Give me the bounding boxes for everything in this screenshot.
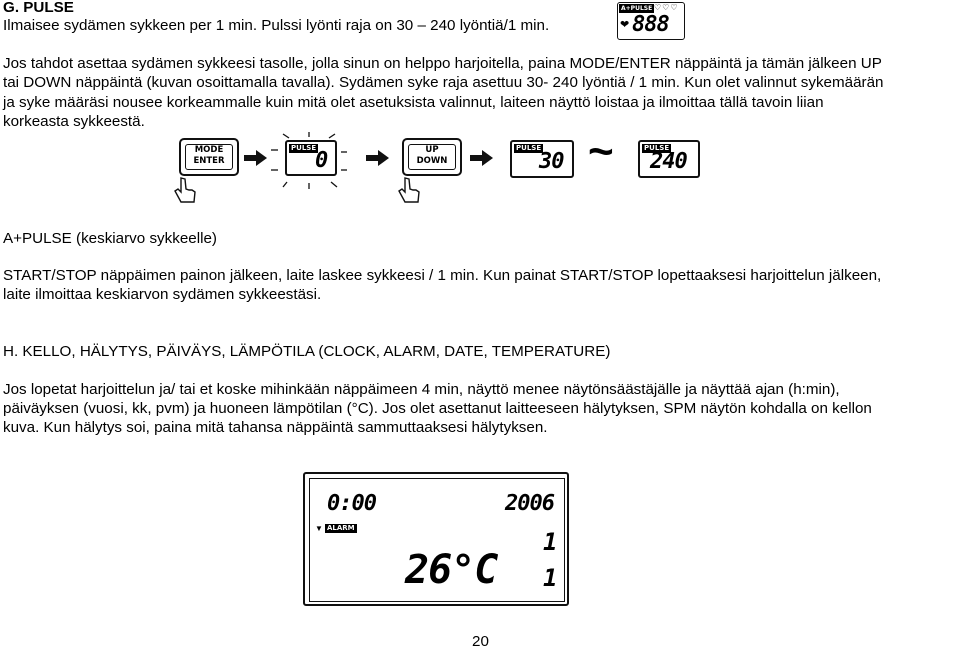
mode-label: MODE (194, 145, 224, 155)
apulse-tag: A+PULSE (621, 5, 653, 12)
pulse-value-min: 30 (539, 149, 564, 174)
enter-label: ENTER (193, 156, 225, 166)
section-g-para1-line4: korkeasta sykkeestä. (3, 113, 145, 130)
alarm-tag: ALARM (327, 524, 355, 532)
pulse-30-display (510, 140, 574, 178)
section-h-para-line1: Jos lopetat harjoittelun ja/ tai et koske mihinkään näppäimeen 4 min, näyttö menee näytönsäästäjälle ja näyttää ajan (h:min), (3, 381, 840, 398)
section-g-para1-line3: ja syke määräsi nousee korkeammalle kuin mitä olet asetuksista valinnut, laiteen näyttö loistaa ja ilmoittaa tällä tavoin liian (3, 94, 824, 111)
apulse-heading: A+PULSE (keskiarvo sykkeelle) (3, 230, 217, 247)
clock-day: 1 (543, 564, 557, 592)
section-g-intro: Ilmaisee sydämen sykkeen per 1 min. Pulssi lyönti raja on 30 – 240 lyöntiä/1 min. (3, 17, 550, 34)
section-g-para2-line2: laite ilmoittaa keskiarvon sydämen sykkeestäsi. (3, 286, 322, 303)
page-number: 20 (472, 633, 489, 650)
section-h-para-line3: kuva. Kun hälytys soi, paina mitä tahansa näppäintä sammuttaaksesi hälytyksen. (3, 419, 548, 436)
section-h-heading: H. KELLO, HÄLYTYS, PÄIVÄYS, LÄMPÖTILA (CLOCK, ALARM, DATE, TEMPERATURE) (3, 343, 611, 360)
pulse-tag-1: PULSE (291, 144, 317, 152)
mode-enter-button-illustration (179, 138, 239, 176)
pointing-hand-icon (172, 176, 198, 206)
pulse-value-zero: 0 (315, 148, 328, 173)
pulse-tag-3: PULSE (644, 144, 670, 152)
clock-temperature: 26°C (405, 547, 498, 593)
right-arrow-icon (366, 150, 390, 166)
range-tilde: ~ (588, 127, 614, 176)
clock-year: 2006 (505, 491, 554, 516)
section-g-para2-line1: START/STOP näppäimen painon jälkeen, laite laskee sykkeesi / 1 min. Kun painat START/STOP lopettaaksesi harjoittelun jälkeen, (3, 267, 882, 284)
pulse-value-max: 240 (650, 149, 687, 174)
pulse-zero-display (285, 140, 337, 176)
section-g-heading: G. PULSE (3, 0, 74, 16)
down-label: DOWN (416, 156, 448, 166)
right-arrow-icon (470, 150, 494, 166)
clock-time: 0:00 (327, 491, 376, 516)
pulse-240-display (638, 140, 700, 178)
pointing-hand-icon (396, 176, 422, 206)
bell-icon: ▼ (315, 524, 323, 533)
clock-month: 1 (543, 528, 557, 556)
section-g-para1-line1: Jos tahdot asettaa sydämen sykkeesi tasolle, jolla sinun on helppo harjoitella, paina MODE/ENTER näppäintä ja tämän jälkeen UP (3, 55, 882, 72)
right-arrow-icon (244, 150, 268, 166)
section-g-para1-line2: tai DOWN näppäintä (kuvan osoittamalla tavalla). Sydämen syke raja asettuu 30- 240 lyöntiä / 1 min. Kun olet valinnut sykemäärän (3, 74, 884, 91)
pulse-tag-2: PULSE (516, 144, 542, 152)
top-heart-icons: ♡♡♡ (654, 3, 679, 12)
heart-icon: ❤ (620, 19, 630, 31)
section-h-para-line2: päiväyksen (vuosi, kk, pvm) ja huoneen lämpötilan (°C). Jos olet asettanut laitteeseen hälytyksen, SPM näytön kohdalla on kellon (3, 400, 872, 417)
up-down-button-illustration (402, 138, 462, 176)
top-pulse-display (617, 2, 685, 40)
top-display-digits: 888 (632, 12, 669, 37)
clock-display (303, 472, 569, 606)
up-label: UP (425, 145, 439, 155)
